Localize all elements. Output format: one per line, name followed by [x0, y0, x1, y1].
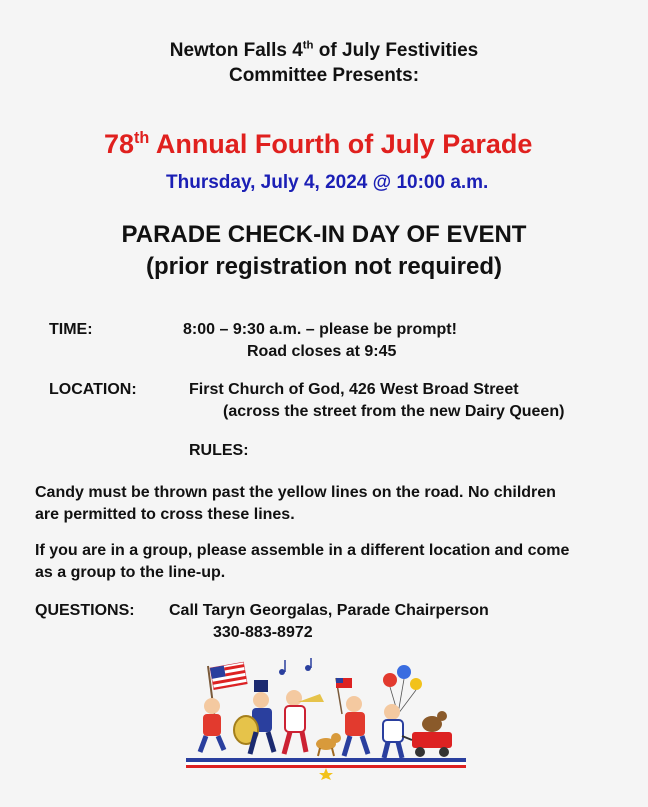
questions-phone: 330-883-8972 [213, 624, 313, 641]
road-closes-note: Road closes at 9:45 [247, 343, 397, 360]
dog-icon [316, 733, 341, 756]
rule-2-line-2: as a group to the line-up. [35, 564, 226, 581]
star-icon [319, 768, 333, 780]
questions-label: QUESTIONS: [35, 602, 135, 619]
presenter-line-1: Newton Falls 4th of July Festivities [169, 39, 479, 61]
rule-2-line-1: If you are in a group, please assemble in a different location and come [35, 542, 570, 559]
drummer-icon [234, 680, 274, 754]
rule-2 [35, 540, 569, 584]
rule-1-line-2: are permitted to cross these lines. [35, 506, 295, 523]
time-label: TIME: [49, 321, 93, 338]
time-value: 8:00 – 9:30 a.m. – please be prompt! [183, 321, 457, 338]
music-notes-icon [279, 658, 311, 675]
checkin-heading [0, 219, 648, 283]
checkin-title: PARADE CHECK-IN DAY OF EVENT [121, 221, 527, 248]
marching-child-icon [200, 698, 224, 752]
child-with-flag-icon [336, 678, 368, 756]
location-label: LOCATION: [49, 381, 137, 398]
presenter-line-2: Committee Presents: [228, 65, 420, 86]
wagon-icon [402, 711, 452, 757]
parade-title: 78th Annual Fourth of July Parade [104, 129, 533, 159]
parade-date: Thursday, July 4, 2024 @ 10:00 a.m. [166, 172, 489, 193]
parade-illustration [186, 658, 466, 780]
presenter-heading [0, 38, 648, 88]
questions-contact: Call Taryn Georgalas, Parade Chairperson [169, 602, 489, 619]
rule-1-line-1: Candy must be thrown past the yellow lines on the road. No children [35, 484, 556, 501]
location-note: (across the street from the new Dairy Queen) [223, 403, 565, 420]
rule-1 [35, 482, 556, 526]
checkin-subtitle: (prior registration not required) [145, 253, 502, 280]
location-address: First Church of God, 426 West Broad Street [189, 381, 519, 398]
rules-label: RULES: [189, 442, 249, 459]
